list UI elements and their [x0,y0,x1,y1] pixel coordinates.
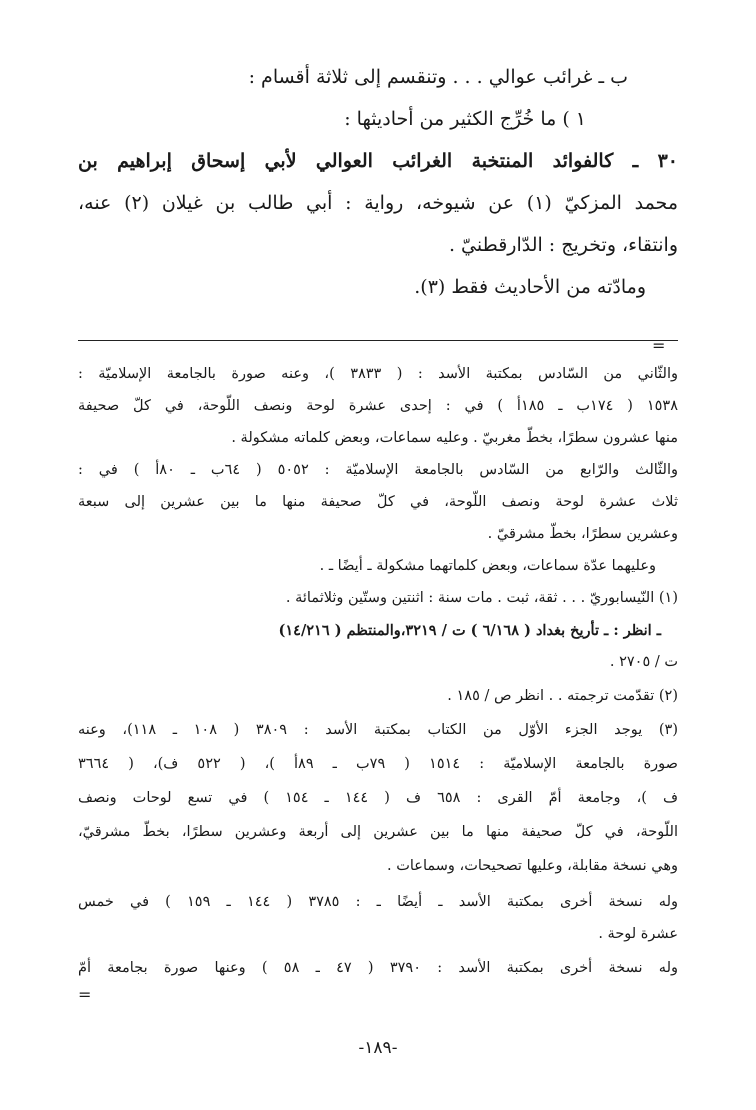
footnote-line: منها عشرون سطرًا، بخطّ مغربيّ . وعليه سماعات، وبعض كلماته مشكولة . [231,430,678,446]
main-line-2: ١ ) ما خُرِّج الكثير من أحاديثها : [344,108,586,130]
footnote-line: ت / ٢٧٠٥ . [609,654,678,670]
footnote-line: وعشرين سطرًا، بخطّ مشرقيّ . [487,526,678,542]
footnote-line: عشرة لوحة . [598,926,678,942]
end-continuation-mark: = [78,985,92,1004]
footnote-line: ـ انظر : ـ تأريخ بغداد ( ٦/١٦٨ ) ت / ٣٢١٩،والمنتظم ( ١٤/٢١٦) [278,622,661,639]
main-line-5: وانتقاء، وتخريج : الدّارقطنيّ . [448,234,678,256]
footnote-line: والثّاني من السّادس بمكتبة الأسد : ( ٣٨٣٣ )، وعنه صورة بالجامعة الإسلاميّة : [78,366,678,382]
main-line-4: محمد المزكيّ (١) عن شيوخه، رواية : أبي طالب بن غيلان (٢) عنه، [78,192,679,214]
main-line-3: ٣٠ ـ كالفوائد المنتخبة الغرائب العوالي لأبي إسحاق إبراهيم بن [78,150,678,172]
footnote-line: ثلاث عشرة لوحة ونصف اللّوحة، في كلّ صحيفة منها ما بين عشرين إلى سبعة [78,494,678,510]
footnote-line: وهي نسخة مقابلة، وعليها تصحيحات، وسماعات . [387,858,678,874]
footnote-line: اللّوحة، في كلّ صحيفة منها ما بين عشرين إلى أربعة وعشرين سطرًا، بخطّ مشرقيّ، [78,824,678,840]
main-line-1: ب ـ غرائب عوالي . . . وتنقسم إلى ثلاثة أقسام : [248,66,628,88]
footnote-line: صورة بالجامعة الإسلاميّة : ١٥١٤ ( ٧٩ب ـ ٨٩أ )، ( ٥٢٢ ف)، ( ٣٦٦٤ [78,756,678,772]
footnote-line: والثّالث والرّابع من السّادس بالجامعة الإسلاميّة : ٥٠٥٢ ( ٦٤ب ـ ٨٠أ ) في : [78,462,678,478]
main-line-6: ومادّته من الأحاديث فقط (٣). [414,276,646,298]
footnote-line: وله نسخة أخرى بمكتبة الأسد : ٣٧٩٠ ( ٤٧ ـ ٥٨ ) وعنها صورة بجامعة أمّ [78,960,679,976]
footnote-line: ف )، وجامعة أمّ القرى : ٦٥٨ ف ( ١٤٤ ـ ١٥٤ ) في تسع لوحات ونصف [78,790,679,806]
footnote-line: (٣) يوجد الجزء الأوّل من الكتاب بمكتبة الأسد : ٣٨٠٩ ( ١٠٨ ـ ١١٨)، وعنه [78,722,678,738]
footnote-line: ١٥٣٨ ( ١٧٤ب ـ ١٨٥أ ) في : إحدى عشرة لوحة ونصف اللّوحة، في كلّ صحيفة [78,398,678,414]
footnote-line: وعليهما عدّة سماعات، وبعض كلماتهما مشكولة ـ أيضًا ـ . [319,558,656,574]
footnote-line: وله نسخة أخرى بمكتبة الأسد ـ أيضًا ـ : ٣٧٨٥ ( ١٤٤ ـ ١٥٩ ) في خمس [78,894,678,910]
continuation-mark: = [652,336,666,355]
footnote-line: (٢) تقدّمت ترجمته . . انظر ص / ١٨٥ . [447,688,678,704]
footnote-line: (١) النّيسابوريّ . . . ثقة، ثبت . مات سنة : اثنتين وستّين وثلاثمائة . [285,590,678,606]
footnote-separator [78,340,678,341]
page-number: -١٨٩- [358,1038,398,1058]
